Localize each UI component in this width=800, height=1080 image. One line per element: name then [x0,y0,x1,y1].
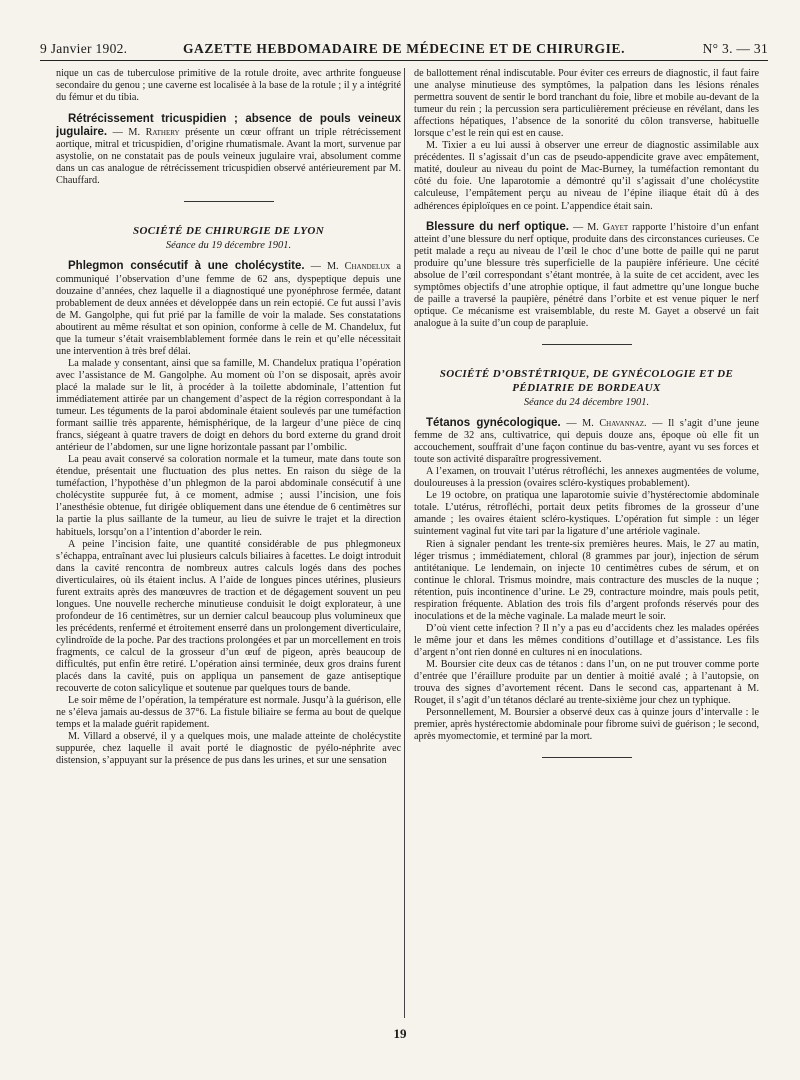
paragraph: Le 19 octobre, on pratiqua une laparotomie suivie d’hystérectomie abdominale totale. L’utérus, rétrofléchi, portait deux petits fibromes de la grosseur d’une amande ; les ovaires étaient scléro-kystiques. L’opération fut simple : un léger suintement vaginal fut vite tari par la ligature d’une artériole vaginale. [414,490,759,538]
article-title: Blessure du nerf optique. [426,220,569,233]
author-name: M. Rathery [128,127,180,139]
session-date: Séance du 24 décembre 1901. [523,396,650,408]
running-header [40,38,768,61]
article-gayet: Blessure du nerf optique. — M. Gayet rapporte l’histoire d’un enfant atteint d’une blessure du nerf optique, produite dans des circonstances curieuses. Ce petit malade a reçu au niveau de l’œil le choc d’une botte de paille qui ne parut produire qu’une blessure très superficielle de la paupière inférieure. Une cécité absolue de l’œil correspondant s’étant montrée, à la suite de cet accident, avec les symptômes objectifs d’une atrophie optique, il faut admettre qu’une longue buche de paille a traversé la paupière, pénétré dans l’orbite et est venue piquer le nerf optique. Ce mécanisme est vraisemblable, du reste M. Gayet a observé un fait analogue à la suite d’un coup de parapluie. [414,220,759,329]
paragraph: Rien à signaler pendant les trente-six premières heures. Mais, le 27 au matin, léger trismus ; immédiatement, chloral (8 grammes par jour), injection de sérum antitétanique. Le lendemain, on injecte 10 centimètres cubes de sérum, et on continue le chloral. Trismus moindre, mais contracture des muscles de la nuque ; rétention, puis incontinence d’urine. Le 29, contracture moindre, mais pouls petit, respiration fréquente. Ablation des trois fils d’argent profonds réservés pour des inoculations et de la mèche vaginale. La malade meurt le soir. [414,538,759,622]
section-separator [542,757,632,758]
left-column [56,68,401,1018]
paragraph: nique un cas de tuberculose primitive de la rotule droite, avec arthrite fongueuse secondaire du genou ; une caverne est localisée à la base de la rotule ; il y a intégrité du fémur et du tibia. [56,68,401,104]
paragraph: de ballottement rénal indiscutable. Pour éviter ces erreurs de diagnostic, il faut faire une analyse minutieuse des symptômes, la palpation dans les lésions rénales permettra souvent de sentir le bord tranchant du foie, libre et mobile au-devant de la tumeur du rein ; la percussion sera particulièrement précieuse en révélant, dans les affections hépatiques, l’absence de la sonorité du côlon transverse, habituelle lorsque c’est le rein qui est en cause. [414,68,759,140]
section-separator [542,344,632,345]
article-rathery: Rétrécissement tricuspidien ; absence de pouls veineux jugulaire. — M. Rathery présente un cœur offrant un triple rétrécissement aortique, mitral et tricuspidien, d’origine rhumatismale. Avant la mort, survenue par asystolie, on ne constatait pas de pouls veineux jugulaire vrai, absolument comme dans un cas analogue de rétrécissement tricuspidien observé antérieurement par M. Chauffard. [56,113,401,187]
header-date: 9 Janvier 1902. [40,41,128,56]
article-text: Il s’agit d’une jeune femme de 32 ans, cultivatrice, qui depuis douze ans, époque où elle fit un accouchement, souffrait d’une façon continue du bas-ventre, ayant vu ses forces et toute son activité disparaître progressivement. [414,418,759,466]
paragraph: Le soir même de l’opération, la température est normale. Jusqu’à la guérison, elle ne s’éleva jamais au-dessus de 37°6. La fistule biliaire se ferma au bout de quelque temps et la malade guérit rapidement. [56,695,401,731]
paragraph: Personnellement, M. Boursier a observé deux cas à quinze jours d’intervalle : le premier, après hystérectomie abdominale pour fibrome suivi de guérison ; le second, après myomectomie, et terminé par la mort. [414,707,759,743]
article-chandelux: Phlegmon consécutif à une cholécystite. — M. Chandelux a communiqué l’observation d’une femme de 62 ans, dyspeptique depuis une douzaine d’années, chez laquelle il a diagnostiqué une pyonéphrose fermée, datant probablement de deux années et développée dans un rein ectopié. Ce fut aussi l’avis de M. Gangolphe, qui fut prié par la famille de voir la malade. Ses constatations aboutirent au même résultat et son opinion, conforme à celle de M. Chandelux, fut que la tumeur s’était vraisemblablement formée dans le rein et qu’elle nécessitait une intervention à très bref délai. [56,260,401,357]
header-page-number: N° 3. — 31 [702,41,768,56]
society-heading: SOCIÉTÉ DE CHIRURGIE DE LYON [132,225,325,238]
article-text: a communiqué l’observation d’une femme de 62 ans, dyspeptique depuis une douzaine d’années, chez laquelle il a diagnostiqué une pyonéphrose fermée, datant probablement de deux années et développée dans un rein ectopié. Ce fut aussi l’avis de M. Gangolphe, qui fut prié par la famille de voir la malade. Ses constatations aboutirent au même résultat et son opinion, conforme à celle de M. Chandelux, fut que la tumeur s’était vraisemblablement formée dans le rein et qu’elle nécessitait une intervention à très bref délai. [56,261,401,357]
article-chavannaz: Tétanos gynécologique. — M. Chavannaz. — Il s’agit d’une jeune femme de 32 ans, cultivatrice, qui depuis douze ans, époque où elle fit un accouchement, souffrait d’une façon continue du bas-ventre, ayant vu ses forces et toute son activité disparaître progressivement. [414,417,759,466]
article-title: Tétanos gynécologique. [426,417,561,430]
paragraph: M. Tixier a eu lui aussi à observer une erreur de diagnostic assimilable aux précédentes. Il s’agissait d’un cas de pseudo-appendicite grave avec empâtement, matité, douleur au niveau du point de Mac-Burney, la tuméfaction remontant du côté du foie. Une laparotomie a démontré qu’il s’agissait d’une cholécystite calculeuse, l’empâtement perçu au niveau de l’épine iliaque était dû à des adhérences épiploïques en ce point. L’appendice était sain. [414,140,759,212]
journal-title: GAZETTE HEBDOMADAIRE DE MÉDECINE ET DE CHIRURGIE. [182,41,626,56]
session-date: Séance du 19 décembre 1901. [165,240,292,252]
paragraph: M. Villard a observé, il y a quelques mois, une malade atteinte de cholécystite suppurée, chez laquelle il avait porté le diagnostic de pyélo-néphrite avec distension, s’appuyant sur la présence de pus dans les urines, et sur une sensation [56,731,401,767]
section-separator [184,201,274,202]
paragraph: A l’examen, on trouvait l’utérus rétrofléchi, les annexes augmentées de volume, douloureuses à la pression (ovaires scléro-kystiques probablement). [414,466,759,490]
paragraph: A peine l’incision faite, une quantité considérable de pus phlegmoneux s’échappa, entraînant avec lui plusieurs calculs biliaires à facettes. Le doigt introduit dans la cavité rencontra de nombreux autres calculs logés dans des poches diverticulaires, où ils étaient inclus. A l’aide de longues pinces utérines, plusieurs furent extraits après des manœuvres de traction et de dégagement souvent un peu longues. Une nouvelle recherche minutieuse conduisit le doigt explorateur, à une profondeur de 16 centimètres, sur un dernier calcul beaucoup plus volumineux que les précédents, renfermé et étroitement enserré dans un prolongement diverticulaire, cylindroïde de la poche. Par des tractions prolongées et par un morcellement en trois fragments, ce calcul de la grosseur d’un œuf de pigeon, après beaucoup de difficultés, put enfin être retiré. L’opération ainsi terminée, deux gros drains furent placés dans la cavité, puis on appliqua un pansement de gaze antiseptique recouverte de coton salicylique et soutenue par quelques tours de bande. [56,538,401,695]
page-folio: 19 [393,1026,407,1041]
article-text: rapporte l’histoire d’un enfant atteint d’une blessure du nerf optique, produite dans des circonstances curieuses. Ce petit malade a reçu au niveau de l’œil le choc d’une botte de paille qui ne parut produire qu’une blessure très superficielle de la paupière inférieure. Une cécité absolue de l’œil correspondant s’étant montrée, à la suite de cet accident, avec les symptômes objectifs d’une atrophie optique, il faut admettre qu’une longue buche de paille a traversé la paupière, pénétré dans l’orbite et est venue piquer le nerf optique. Ce mécanisme est vraisemblable, du reste M. Gayet a observé un fait analogue à la suite d’un coup de parapluie. [414,221,759,329]
article-title: Phlegmon consécutif à une cholécystite. [68,260,305,273]
author-name: M. Gayet [587,221,629,233]
article-title: Rétrécissement tricuspidien ; absence de pouls veineux jugulaire. [56,113,401,139]
article-text: présente un cœur offrant un triple rétrécissement aortique, mitral et tricuspidien, d’origine rhumatismale. Avant la mort, survenue par asystolie, on ne constatait pas de pouls veineux jugulaire vrai, absolument comme dans un cas analogue de rétrécissement tricuspidien observé antérieurement par M. Chauffard. [56,127,401,187]
right-column [414,68,759,1018]
paragraph: La malade y consentant, ainsi que sa famille, M. Chandelux pratiqua l’opération avec l’assistance de M. Gangolphe. Au moment où l’on se disposait, après avoir placé la malade sur le lit, à procéder à la toilette abdominale, l’attention fut immédiatement attirée par un changement d’aspect de la région correspondant à la tumeur. Les téguments de la paroi abdominale étaient soulevés par une tuméfaction formant saillie très apparente, hémisphérique, de la largeur d’une pièce de cinq francs, siégeant à quatre travers de doigt en dehors du bord externe du grand droit antérieur de l’abdomen, sur une ligne horizontale passant par l’ombilic. [56,357,401,454]
paragraph: M. Boursier cite deux cas de tétanos : dans l’un, on ne put trouver comme porte d’entrée que l’éraillure produite par un dentier à moitié avalé ; à l’autopsie, on trouva des signes d’avortement récent. Dans le second cas, appartenant à M. Rouget, il s’agit d’un tétanos déclaré au trente-sixième jour chez un typhique. [414,658,759,707]
society-heading: SOCIÉTÉ D’OBSTÉTRIQUE, DE GYNÉCOLOGIE ET DE PÉDIATRIE DE BORDEAUX [439,367,734,394]
column-divider [404,68,405,1018]
author-name: M. Chandelux [326,261,391,273]
paragraph: D’où vient cette infection ? Il n’y a pas eu d’accidents chez les malades opérées le même jour et dans les mêmes conditions d’outillage et d’assistance. Les fils d’argent n’ont rien donné en cultures ni en inoculations. [414,622,759,658]
author-name: M. Chavannaz. [582,418,647,430]
paragraph: La peau avait conservé sa coloration normale et la tumeur, mate dans toute son étendue, présentait une fluctuation des plus nettes. En raison du siège de la tuméfaction, l’hypothèse d’un phlegmon de la paroi abdominale consécutif à une cholécystite suppurée fut, à ce moment, admise ; aussi l’incision, une fois l’anesthésie obtenue, fut dirigée obliquement dans une étendue de 6 centimètres sur la partie la plus saillante de la tumeur, au lieu de suivre le trajet et la direction habituels, lorsqu’on a l’intention d’aborder le rein. [56,454,401,538]
